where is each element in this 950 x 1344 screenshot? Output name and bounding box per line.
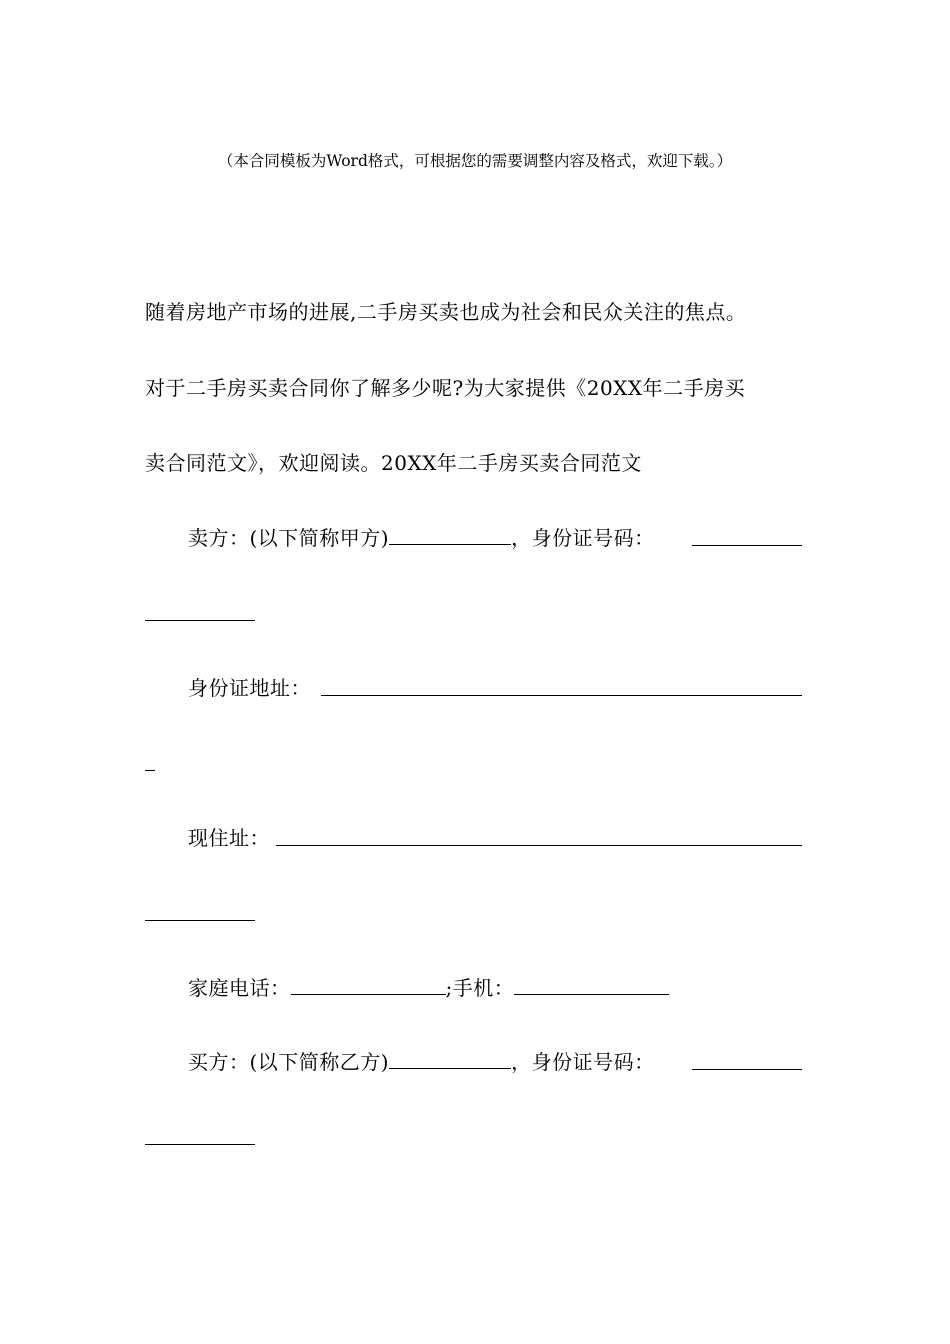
buyer-name-blank xyxy=(389,1049,511,1069)
seller-name-blank xyxy=(389,525,511,545)
id-address-blank-continued xyxy=(145,770,155,771)
seller-line xyxy=(188,524,655,552)
id-address-blank xyxy=(321,695,802,696)
current-address-blank-continued xyxy=(145,920,255,921)
intro-line-3: 卖合同范文》，欢迎阅读。20XX年二手房买卖合同范文 xyxy=(145,451,642,475)
mobile-label: ;手机： xyxy=(445,976,515,1000)
seller-label: 卖方：(以下简称甲方) xyxy=(188,526,390,550)
buyer-line xyxy=(188,1048,655,1076)
intro-line-2: 对于二手房买卖合同你了解多少呢?为大家提供《20XX年二手房买 xyxy=(145,376,746,400)
seller-id-blank xyxy=(692,545,802,546)
phone-line xyxy=(188,974,669,1002)
current-address-label: 现住址： xyxy=(188,826,270,850)
template-note: （本合同模板为Word格式，可根据您的需要调整内容及格式，欢迎下载。） xyxy=(217,152,733,170)
seller-id-label: 身份证号码： xyxy=(531,526,655,550)
id-address-label: 身份证地址： xyxy=(188,676,311,700)
current-address-blank xyxy=(276,845,802,846)
buyer-id-blank-continued xyxy=(145,1144,255,1145)
seller-separator: ， xyxy=(511,526,532,550)
buyer-id-label: 身份证号码： xyxy=(531,1050,655,1074)
buyer-separator: ， xyxy=(511,1050,532,1074)
seller-id-blank-continued xyxy=(145,620,255,621)
buyer-id-blank xyxy=(692,1069,802,1070)
buyer-label: 买方：(以下简称乙方) xyxy=(188,1050,390,1074)
intro-line-1: 随着房地产市场的进展,二手房买卖也成为社会和民众关注的焦点。 xyxy=(145,300,747,324)
home-phone-label: 家庭电话： xyxy=(188,976,291,1000)
mobile-blank xyxy=(514,975,669,995)
home-phone-blank xyxy=(291,975,446,995)
